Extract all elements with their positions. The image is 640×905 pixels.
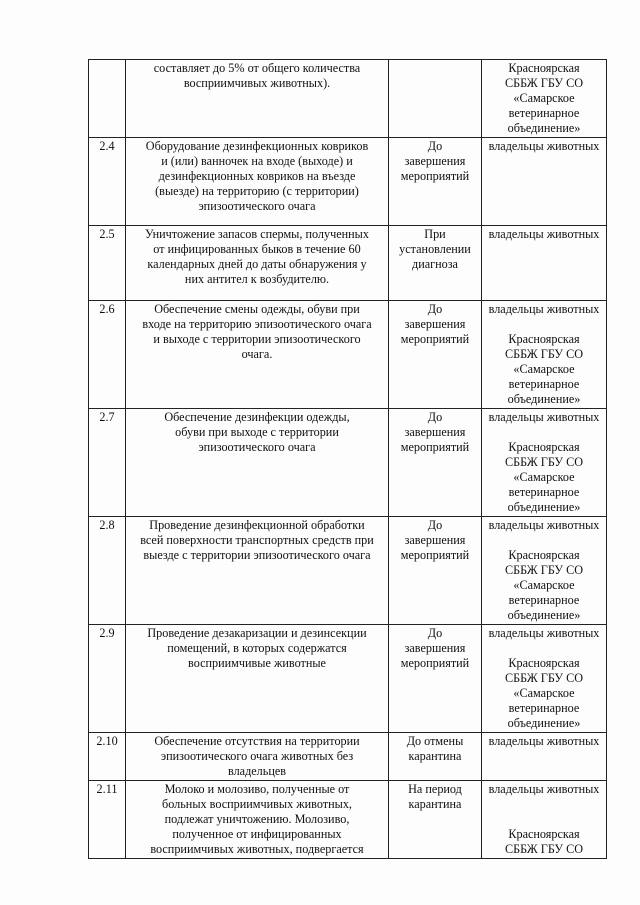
row-action: Обеспечение дезинфекции одежды, обуви при выходе с территории эпизоотического очага (126, 409, 389, 517)
row-action: Проведение дезинфекционной обработки всей поверхности транспортных средств при выезде с территории эпизоотического очага (126, 517, 389, 625)
table-row (89, 301, 607, 409)
table-row (89, 733, 607, 781)
row-number: 2.9 (89, 625, 126, 733)
row-number: 2.8 (89, 517, 126, 625)
row-number: 2.10 (89, 733, 126, 781)
table-row (89, 625, 607, 733)
row-number: 2.6 (89, 301, 126, 409)
row-term: До завершения мероприятий (389, 138, 482, 226)
row-action: Молоко и молозиво, полученные от больных восприимчивых животных, подлежат уничтожению. Молозиво, полученное от инфицированных восприимчивых животных, подвергается (126, 781, 389, 859)
row-action: Обеспечение смены одежды, обуви при входе на территорию эпизоотического очага и выходе с территории эпизоотического очага. (126, 301, 389, 409)
row-number: 2.11 (89, 781, 126, 859)
row-action: составляет до 5% от общего количества восприимчивых животных). (126, 60, 389, 138)
row-number: 2.4 (89, 138, 126, 226)
row-term: При установлении диагноза (389, 226, 482, 301)
row-responsible: Красноярская СББЖ ГБУ СО «Самарское ветеринарное объединение» (482, 60, 607, 138)
row-term: До завершения мероприятий (389, 301, 482, 409)
table-row (89, 60, 607, 138)
row-term: До завершения мероприятий (389, 517, 482, 625)
row-action: Оборудование дезинфекционных ковриков и (или) ванночек на входе (выходе) и дезинфекционных ковриков на въезде (выезде) на территорию (с территории) эпизоотического очага (126, 138, 389, 226)
row-responsible: владельцы животных Красноярская СББЖ ГБУ СО (482, 781, 607, 859)
table-row (89, 409, 607, 517)
table-row (89, 517, 607, 625)
table-row (89, 781, 607, 859)
row-term: На период карантина (389, 781, 482, 859)
row-responsible: владельцы животных Красноярская СББЖ ГБУ СО «Самарское ветеринарное объединение» (482, 517, 607, 625)
row-number (89, 60, 126, 138)
row-number: 2.5 (89, 226, 126, 301)
row-action: Проведение дезакаризации и дезинсекции помещений, в которых содержатся восприимчивые животные (126, 625, 389, 733)
row-action: Уничтожение запасов спермы, полученных от инфицированных быков в течение 60 календарных дней до даты обнаружения у них антител к возбудителю. (126, 226, 389, 301)
row-term: До завершения мероприятий (389, 625, 482, 733)
row-responsible: владельцы животных Красноярская СББЖ ГБУ СО «Самарское ветеринарное объединение» (482, 409, 607, 517)
row-responsible: владельцы животных (482, 733, 607, 781)
row-term: До завершения мероприятий (389, 409, 482, 517)
row-term (389, 60, 482, 138)
row-action: Обеспечение отсутствия на территории эпизоотического очага животных без владельцев (126, 733, 389, 781)
table-row (89, 138, 607, 226)
row-responsible: владельцы животных (482, 226, 607, 301)
measures-table (88, 59, 607, 859)
row-responsible: владельцы животных (482, 138, 607, 226)
table-row (89, 226, 607, 301)
row-responsible: владельцы животных Красноярская СББЖ ГБУ СО «Самарское ветеринарное объединение» (482, 301, 607, 409)
row-responsible: владельцы животных Красноярская СББЖ ГБУ СО «Самарское ветеринарное объединение» (482, 625, 607, 733)
row-term: До отмены карантина (389, 733, 482, 781)
row-number: 2.7 (89, 409, 126, 517)
